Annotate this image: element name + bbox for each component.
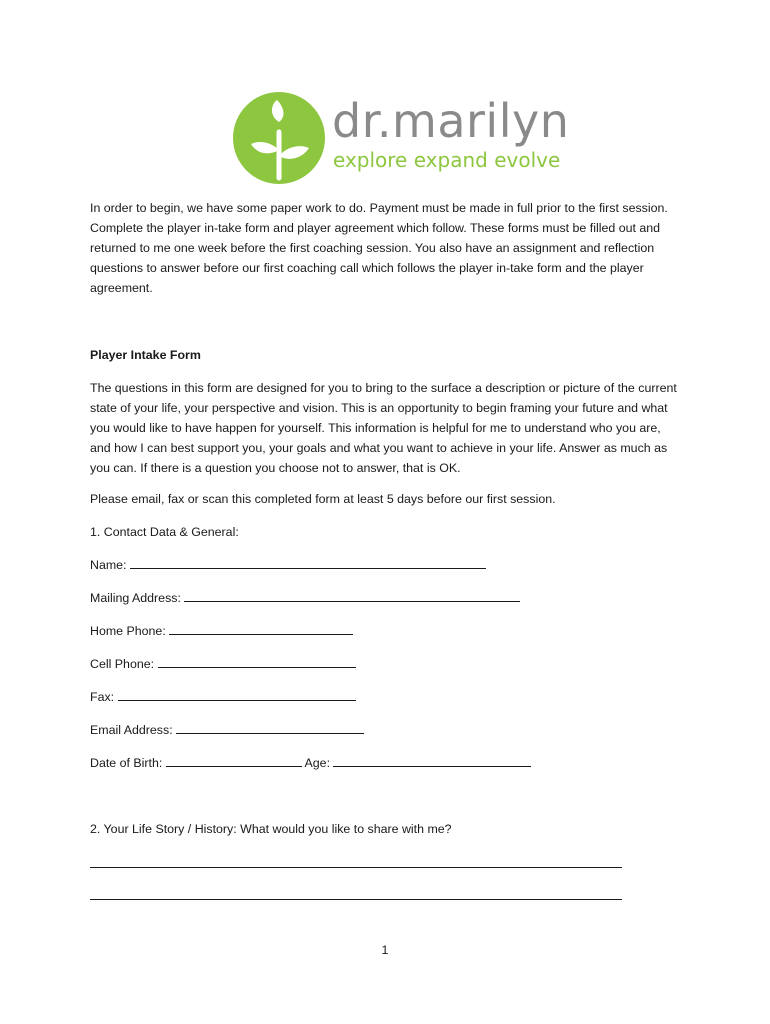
age-field[interactable]	[333, 753, 531, 767]
life-story-line-2	[90, 886, 680, 906]
cell-phone-field[interactable]	[158, 654, 356, 668]
document-body	[90, 198, 680, 906]
email-label: Email Address:	[90, 723, 173, 737]
mailing-address-label: Mailing Address:	[90, 591, 181, 605]
name-row	[90, 555, 680, 575]
form-description: The questions in this form are designed for you to bring to the surface a description or picture of the current state of your life, your perspective and vision. This is an opportunity to begin framing your future and what you would like to have happen for yourself. This information is helpful for me to understand who you are, and how I can best support you, your goals and what you want to achieve in your life. Answer as much as you can. If there is a question you choose not to answer, that is OK.	[90, 381, 677, 475]
home-phone-row	[90, 621, 680, 641]
fax-row	[90, 687, 680, 707]
name-field[interactable]	[130, 555, 486, 569]
dob-age-row	[90, 753, 680, 773]
email-field[interactable]	[176, 720, 364, 734]
home-phone-label: Home Phone:	[90, 624, 166, 638]
cell-phone-row	[90, 654, 680, 674]
life-story-field-1[interactable]	[90, 854, 622, 868]
dob-field[interactable]	[166, 753, 302, 767]
section2-title: 2. Your Life Story / History: What would you like to share with me?	[90, 822, 452, 836]
page-number: 1	[381, 943, 389, 957]
leaf-logo-icon	[233, 92, 325, 184]
logo	[233, 92, 570, 186]
fax-label: Fax:	[90, 690, 115, 704]
mailing-address-row	[90, 588, 680, 608]
fax-field[interactable]	[118, 687, 356, 701]
mailing-address-field[interactable]	[184, 588, 520, 602]
form-title: Player Intake Form	[90, 348, 201, 362]
submit-note: Please email, fax or scan this completed form at least 5 days before our first session.	[90, 492, 556, 506]
name-label: Name:	[90, 558, 127, 572]
intro-paragraph: In order to begin, we have some paper work to do. Payment must be made in full prior to the first session. Complete the player in-take form and player agreement which follow. These forms must be filled out and returned to me one week before the first coaching session. You also have an assignment and reflection questions to answer before our first coaching call which follows the player in-take form and the player agreement.	[90, 201, 668, 295]
logo-name: dr.marilyn	[332, 94, 570, 148]
email-row	[90, 720, 680, 740]
cell-phone-label: Cell Phone:	[90, 657, 155, 671]
logo-tagline: explore expand evolve	[333, 148, 561, 172]
dob-label: Date of Birth:	[90, 756, 163, 770]
life-story-field-2[interactable]	[90, 886, 622, 900]
age-label: Age:	[304, 756, 331, 770]
home-phone-field[interactable]	[169, 621, 353, 635]
section1-title: 1. Contact Data & General:	[90, 525, 239, 539]
life-story-line-1	[90, 854, 680, 874]
